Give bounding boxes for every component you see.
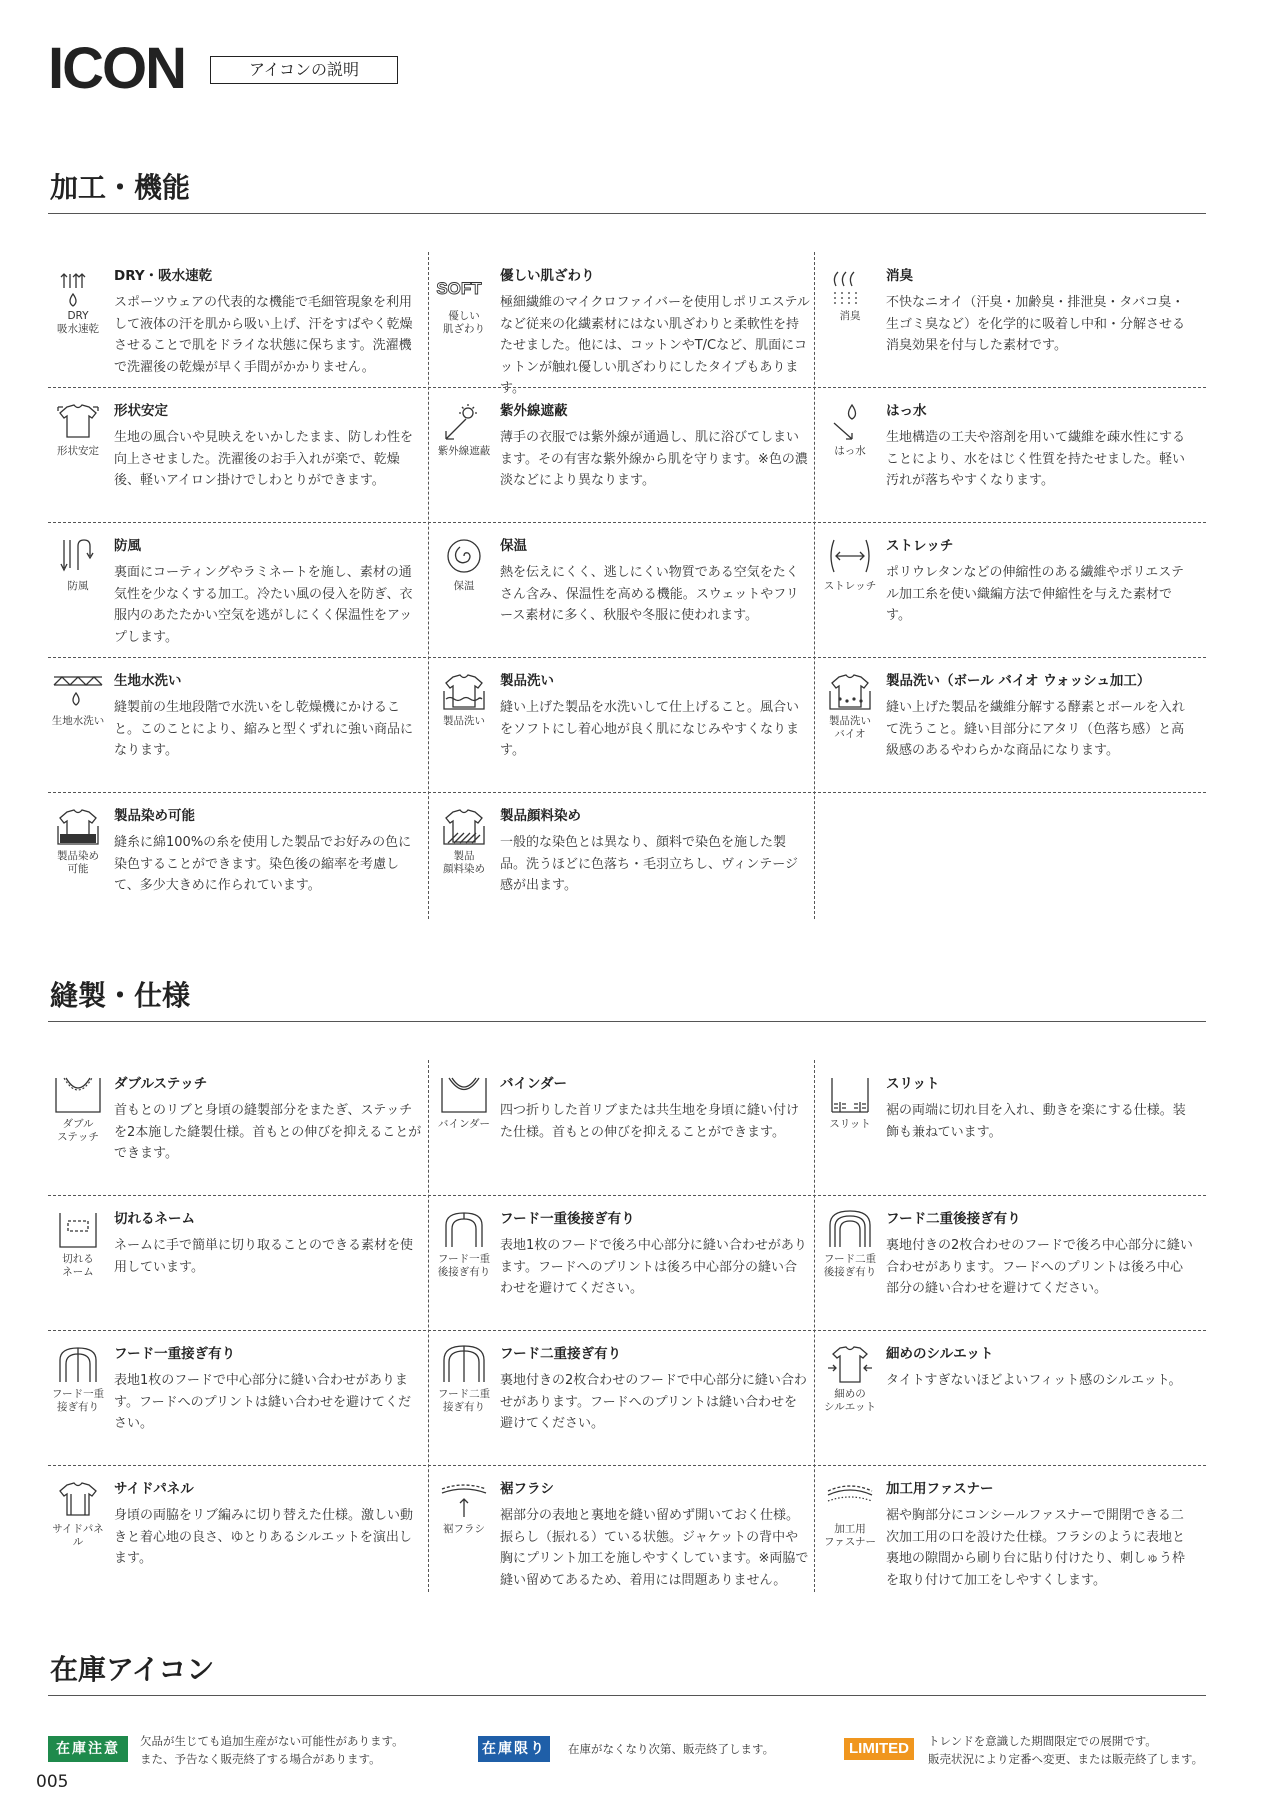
entry-description: 一般的な染色とは異なり、顔料で染色を施した製品。洗うほどに色落ち・毛羽立ちし、ヴィンテージ感が出ます。 [500,835,798,893]
icon-caption: フード二重 接ぎ有り [437,1388,491,1413]
icon-caption: 形状安定 [57,445,99,457]
entry-description: 身頃の両脇をリブ編みに切り替えた仕様。激しい動きと着心地の良さ、ゆとりあるシルエットを演出します。 [114,1508,414,1566]
icon-caption: 保温 [453,580,475,592]
icon-entry [822,1344,1208,1459]
icon-entry [436,806,822,921]
heat-retention-icon-graphic [436,536,492,578]
entry-title: 製品洗い [500,673,554,689]
entry-description: ネームに手で簡単に切り取ることのできる素材を使用しています。 [114,1238,414,1275]
pigment-dye-icon-graphic [436,806,492,848]
page-title: ICON [48,36,185,101]
row-divider [48,1330,1206,1331]
uv-cut-icon [436,401,492,497]
windproof-icon [50,536,106,632]
water-repellent-icon-graphic [822,401,878,443]
fabric-wash-icon [50,671,106,767]
entry-title: 形状安定 [114,403,168,419]
hood-single-back-icon-graphic [436,1209,492,1251]
icon-caption: 製品洗い バイオ [829,715,871,740]
row-divider [48,387,1206,388]
entry-title: DRY・吸水速乾 [114,268,213,284]
entry-title: 裾フラシ [500,1481,554,1497]
page-subtitle: アイコンの説明 [210,56,398,84]
soft-icon-graphic [436,266,492,308]
entry-description: 生地の風合いや見映えをいかしたまま、防しわ性を向上させました。洗濯後のお手入れが楽で、乾燥後、軽いアイロン掛けでしわとりができます。 [114,430,414,488]
entry-title: 製品洗い（ボール バイオ ウォッシュ加工） [886,673,1151,689]
section-title-zaiko: 在庫アイコン [50,1653,215,1686]
icon-caption: 紫外線遮蔽 [437,445,491,457]
entry-description: 薄手の衣服では紫外線が通過し、肌に浴びてしまいます。その有害な紫外線から肌を守ります。※色の濃淡などにより異なります。 [500,430,808,488]
heat-retention-icon [436,536,492,632]
section-rule [48,1695,1206,1696]
icon-caption: 細めの シルエット [823,1388,877,1413]
entry-description: 表地1枚のフードで後ろ中心部分に縫い合わせがあります。フードへのプリントは後ろ中心部分の縫い合わせを避けてください。 [500,1238,807,1296]
entry-description: 熱を伝えにくく、逃しにくい物質である空気をたくさん含み、保温性を高める機能。スウェットやフリース素材に多く、秋服や冬服に使われます。 [500,565,799,623]
dry-icon-graphic [50,266,106,308]
row-divider [48,792,1206,793]
entry-title: サイドパネル [114,1481,194,1497]
stock-remaining-text: 在庫がなくなり次第、販売終了します。 [568,1742,775,1756]
stock-remaining-badge: 在庫限り [478,1736,550,1762]
entry-title: ストレッチ [886,538,954,554]
icon-entry [436,266,822,396]
water-repellent-icon [822,401,878,497]
processing-zipper-icon [822,1479,878,1575]
entry-description: 裾の両端に切れ目を入れ、動きを楽にする仕様。装飾も兼ねています。 [886,1103,1186,1140]
icon-caption: ストレッチ [823,580,877,592]
icon-entry [436,1209,822,1324]
tear-label-icon-graphic [50,1209,106,1251]
entry-title: ダブルステッチ [114,1076,208,1092]
icon-entry [436,401,822,516]
double-stitch-icon-graphic [50,1074,106,1116]
pigment-dye-icon [436,806,492,902]
icon-caption: ダブル ステッチ [57,1118,99,1143]
slit-icon-graphic [822,1074,878,1116]
icon-caption: サイドパネル [52,1523,104,1548]
garment-dye-icon-graphic [50,806,106,848]
icon-entry [436,1479,822,1594]
binder-icon-graphic [436,1074,492,1116]
entry-description: 縫製前の生地段階で水洗いをし乾燥機にかけること。このことにより、縮みと型くずれに強い商品になります。 [114,700,414,758]
icon-caption: はっ水 [834,445,866,457]
entry-title: 加工用ファスナー [886,1481,994,1497]
icon-entry [822,1074,1208,1189]
double-stitch-icon [50,1074,106,1170]
entry-title: 優しい肌ざわり [500,268,595,284]
entry-description: 極細繊維のマイクロファイバーを使用しポリエステルなど従来の化繊素材にはない肌ざわりと柔軟性を持たせました。他には、コットンやT/Cなど、肌面にコットンが触れ優しい肌ざわりにしたタイプもあります。 [500,295,810,396]
stock-limited-badge: LIMITED [844,1738,914,1760]
stretch-icon-graphic [822,536,878,578]
entry-title: 細めのシルエット [886,1346,994,1362]
garment-wash-icon-graphic [436,671,492,713]
icon-caption: 加工用 ファスナー [823,1523,877,1548]
entry-description: 裾や胸部分にコンシールファスナーで開閉できる二次加工用の口を設けた仕様。フラシのように表地と裏地の隙間から刷り台に貼り付けたり、刺しゅう枠を取り付けて加工をしやすくします。 [886,1508,1186,1588]
binder-icon [436,1074,492,1170]
icon-entry [50,1209,436,1324]
entry-description: 縫糸に綿100%の糸を使用した製品でお好みの色に染色することができます。染色後の縮率を考慮して、多少大きめに作られています。 [114,835,412,893]
icon-caption: 優しい 肌ざわり [443,310,485,335]
slit-icon [822,1074,878,1170]
entry-description: 裏地付きの2枚合わせのフードで後ろ中心部分に縫い合わせがあります。フードへのプリントは後ろ中心部分の縫い合わせを避けてください。 [886,1238,1193,1296]
column-divider [814,252,815,919]
section-rule [48,1021,1206,1022]
entry-title: 紫外線遮蔽 [500,403,568,419]
column-divider [814,1060,815,1592]
icon-entry [822,1479,1208,1594]
hem-open-icon [436,1479,492,1575]
entry-title: 切れるネーム [114,1211,195,1227]
stock-caution-text: 欠品が生じても追加生産がない可能性があります。 また、予告なく販売終了する場合があります。 [140,1734,404,1766]
stock-limited-text: トレンドを意識した期間限定での展開です。 販売状況により定番へ変更、または販売終了します。 [928,1734,1204,1766]
icon-caption: 消臭 [839,310,861,322]
entry-title: はっ水 [886,403,927,419]
entry-description: 裏面にコーティングやラミネートを施し、素材の通気性を少なくする加工。冷たい風の侵入を防ぎ、衣服内のあたたかい空気を逃がしにくく保温性をアップします。 [114,565,413,645]
section-title-housei: 縫製・仕様 [50,979,191,1012]
entry-description: 裾部分の表地と裏地を縫い留めず開いておく仕様。振らし（振れる）ている状態。ジャケットの背中や胸にプリント加工を施しやすくしています。※両脇で縫い留めてあるため、着用には問題ありません。 [500,1508,809,1588]
icon-caption: 製品 顔料染め [443,850,485,875]
icon-caption: 防風 [67,580,89,592]
row-divider [48,1465,1206,1466]
row-divider [48,522,1206,523]
icon-caption: 製品染め 可能 [57,850,99,875]
entry-title: フード一重接ぎ有り [114,1346,236,1362]
side-panel-icon-graphic [50,1479,106,1521]
hood-single-icon [50,1344,106,1440]
icon-caption: フード二重 後接ぎ有り [823,1253,877,1278]
bio-wash-icon [822,671,878,767]
dry-icon [50,266,106,362]
icon-caption: 切れる ネーム [62,1253,94,1278]
icon-entry [50,266,436,381]
icon-caption: スリット [829,1118,871,1130]
windproof-icon-graphic [50,536,106,578]
stretch-icon [822,536,878,632]
section-rule [48,213,1206,214]
slim-silhouette-icon [822,1344,878,1440]
icon-entry [822,671,1208,786]
garment-wash-icon [436,671,492,767]
housei-icon-grid [48,1060,1206,1600]
entry-title: 製品染め可能 [114,808,195,824]
entry-description: 表地1枚のフードで中心部分に縫い合わせがあります。フードへのプリントは縫い合わせを避けてください。 [114,1373,412,1431]
icon-entry [436,671,822,786]
hood-double-icon-graphic [436,1344,492,1386]
icon-entry [50,806,436,921]
entry-description: 生地構造の工夫や溶剤を用いて繊維を疎水性にすることにより、水をはじく性質を持たせました。軽い汚れが落ちやすくなります。 [886,430,1186,488]
section-title-kako: 加工・機能 [50,171,191,204]
row-divider [48,657,1206,658]
icon-entry [50,1344,436,1459]
icon-caption: 製品洗い [443,715,485,727]
icon-entry [436,1074,822,1189]
icon-entry [822,401,1208,516]
icon-entry [50,1074,436,1189]
entry-title: 生地水洗い [114,673,182,689]
icon-entry [822,266,1208,381]
shape-stable-icon-graphic [50,401,106,443]
entry-title: バインダー [500,1076,567,1092]
icon-entry [822,1209,1208,1324]
entry-description: 不快なニオイ（汗臭・加齢臭・排泄臭・タバコ臭・生ゴミ臭など）を化学的に吸着し中和・分解させる消臭効果を付与した素材です。 [886,295,1186,353]
soft-icon [436,266,492,362]
icon-entry [436,1344,822,1459]
garment-dye-icon [50,806,106,902]
entry-description: スポーツウェアの代表的な機能で毛細管現象を利用して液体の汗を肌から吸い上げ、汗をすばやく乾燥させることで肌をドライな状態に保ちます。洗濯機で洗濯後の乾燥が早く手間がかかりません。 [114,295,413,375]
column-divider [428,1060,429,1592]
hood-double-back-icon-graphic [822,1209,878,1251]
kako-icon-grid [48,252,1206,932]
icon-caption: バインダー [437,1118,491,1130]
entry-title: フード二重接ぎ有り [500,1346,622,1362]
icon-caption: フード一重 接ぎ有り [51,1388,105,1413]
page-number: 005 [36,1772,69,1792]
entry-description: 裏地付きの2枚合わせのフードで中心部分に縫い合わせがあります。フードへのプリントは縫い合わせを避けてください。 [500,1373,807,1431]
entry-title: 保温 [500,538,527,554]
icon-entry [50,671,436,786]
icon-entry [822,536,1208,651]
deodorant-icon-graphic [822,266,878,308]
entry-title: スリット [886,1076,940,1092]
entry-description: 縫い上げた製品を繊維分解する酵素とボールを入れて洗うこと。縫い目部分にアタリ（色落ち感）と高級感のあるやわらかな商品になります。 [886,700,1185,758]
hood-double-back-icon [822,1209,878,1305]
tear-label-icon [50,1209,106,1305]
processing-zipper-icon-graphic [822,1479,878,1521]
hood-double-icon [436,1344,492,1440]
icon-entry [50,536,436,651]
entry-description: ポリウレタンなどの伸縮性のある繊維やポリエステル加工糸を使い織編方法で伸縮性を与えた素材です。 [886,565,1184,623]
icon-entry [436,536,822,651]
icon-caption: 裾フラシ [443,1523,485,1535]
entry-title: フード一重後接ぎ有り [500,1211,635,1227]
entry-description: 四つ折りした首リブまたは共生地を身頃に縫い付けた仕様。首もとの伸びを抑えることができます。 [500,1103,800,1140]
entry-title: 消臭 [886,268,913,284]
hem-open-icon-graphic [436,1479,492,1521]
entry-title: 防風 [114,538,141,554]
icon-entry [50,401,436,516]
stock-caution-badge: 在庫注意 [48,1736,128,1762]
icon-caption: フード一重 後接ぎ有り [437,1253,491,1278]
icon-caption: DRY 吸水速乾 [57,310,99,335]
hood-single-back-icon [436,1209,492,1305]
bio-wash-icon-graphic [822,671,878,713]
entry-title: フード二重後接ぎ有り [886,1211,1021,1227]
svg-text:SOFT: SOFT [436,279,482,298]
row-divider [48,1195,1206,1196]
entry-description: タイトすぎないほどよいフィット感のシルエット。 [886,1373,1182,1388]
column-divider [428,252,429,919]
shape-stable-icon [50,401,106,497]
icon-entry [50,1479,436,1594]
entry-description: 縫い上げた製品を水洗いして仕上げること。風合いをソフトにし着心地が良く肌になじみやすくなります。 [500,700,800,758]
icon-caption: 生地水洗い [51,715,105,727]
hood-single-icon-graphic [50,1344,106,1386]
entry-description: 首もとのリブと身頃の縫製部分をまたぎ、ステッチを2本施した縫製仕様。首もとの伸びを抑えることができます。 [114,1103,422,1161]
fabric-wash-icon-graphic [50,671,106,713]
side-panel-icon [50,1479,106,1575]
slim-silhouette-icon-graphic [822,1344,878,1386]
deodorant-icon [822,266,878,362]
entry-title: 製品顔料染め [500,808,581,824]
uv-cut-icon-graphic [436,401,492,443]
